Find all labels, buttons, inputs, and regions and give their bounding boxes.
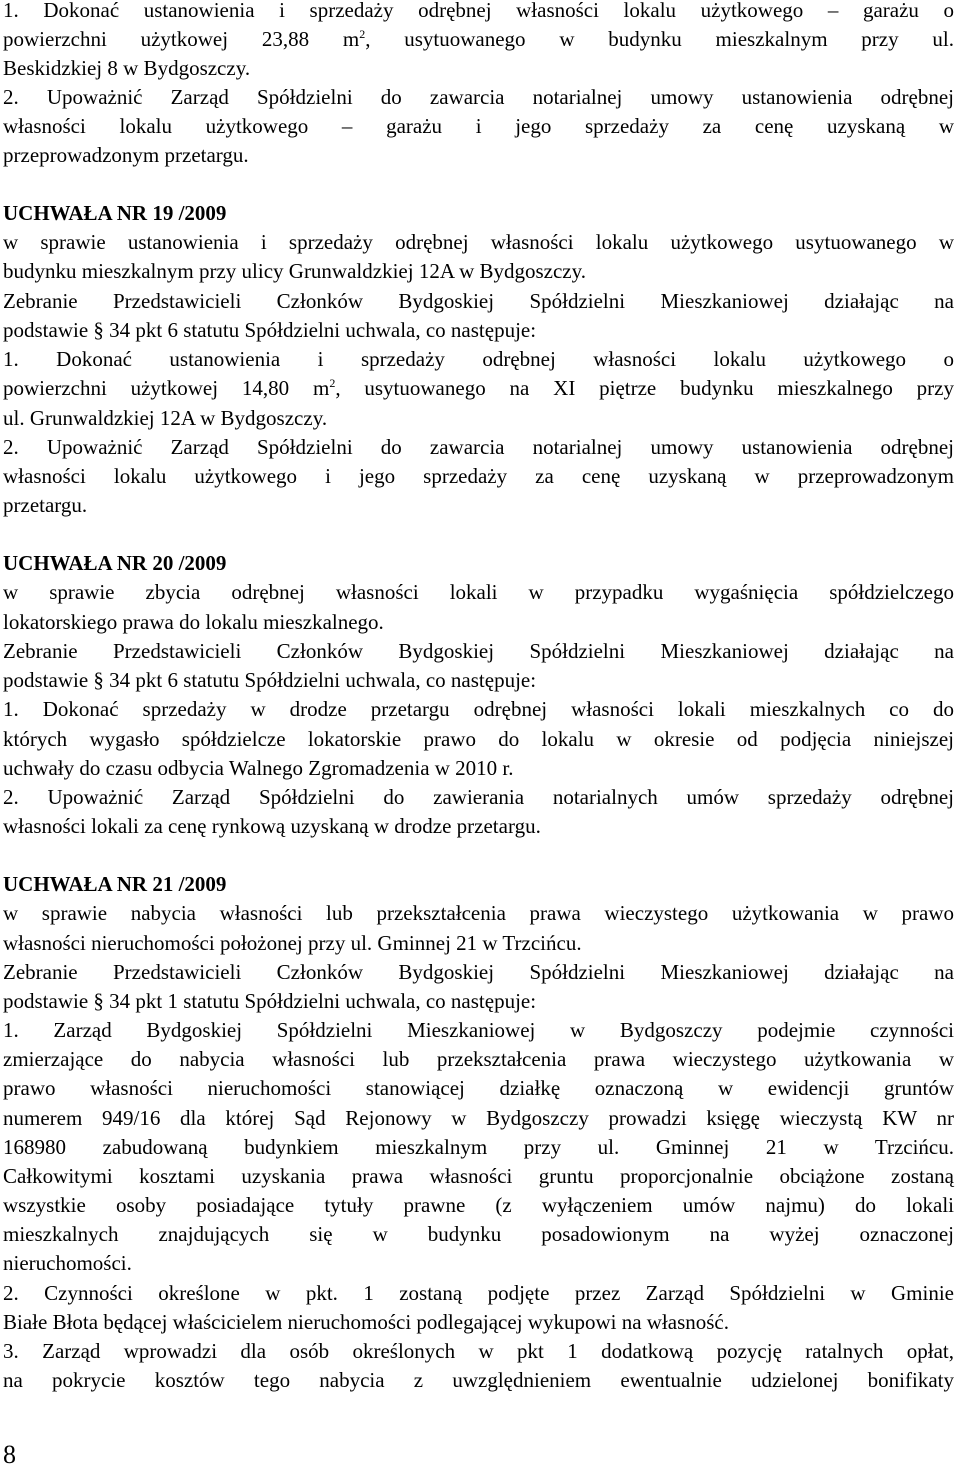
line-text: w sprawie nabycia własności lub przekształcenia prawa wieczystego użytkowania w prawo bbox=[3, 901, 954, 925]
line-text: przetargu. bbox=[3, 493, 88, 517]
line-text: własności lokali za cenę rynkową uzyskaną w drodze przetargu. bbox=[3, 814, 541, 838]
line-text: 3. Zarząd wprowadzi dla osób określonych w pkt 1 dodatkową pozycję ratalnych opłat, bbox=[3, 1339, 954, 1363]
line-text: Zebranie Przedstawicieli Członków Bydgoskiej Spółdzielni Mieszkaniowej działając na bbox=[3, 639, 954, 663]
line-text: budynku mieszkalnym przy ulicy Grunwaldzkiej 12A w Bydgoszczy. bbox=[3, 259, 587, 283]
superscript: 2 bbox=[329, 376, 336, 390]
line-text: uchwały do czasu odbycia Walnego Zgromadzenia w 2010 r. bbox=[3, 756, 514, 780]
superscript: 2 bbox=[359, 27, 366, 41]
line-text: wszystkie osoby posiadające tytuły prawne (z wyłączeniem umów najmu) do lokali bbox=[3, 1193, 954, 1217]
line-text: numerem 949/16 dla której Sąd Rejonowy w Bydgoszczy prowadzi księgę wieczystą KW nr bbox=[3, 1106, 954, 1130]
text-line bbox=[3, 25, 954, 54]
text-line bbox=[3, 404, 954, 433]
line-text: 1. Dokonać ustanowienia i sprzedaży odrębnej własności lokalu użytkowego – garażu o bbox=[3, 0, 954, 22]
line-text: własności nieruchomości położonej przy ul. Gminnej 21 w Trzcińcu. bbox=[3, 931, 582, 955]
line-text: UCHWAŁA NR 20 /2009 bbox=[3, 551, 227, 575]
line-text: Zebranie Przedstawicieli Członków Bydgoskiej Spółdzielni Mieszkaniowej działając na bbox=[3, 960, 954, 984]
text-line bbox=[3, 1191, 954, 1220]
line-text: Zebranie Przedstawicieli Członków Bydgoskiej Spółdzielni Mieszkaniowej działając na bbox=[3, 289, 954, 313]
text-line bbox=[3, 1337, 954, 1366]
text-line bbox=[3, 316, 954, 345]
line-text: 2. Czynności określone w pkt. 1 zostaną podjęte przez Zarząd Spółdzielni w Gminie bbox=[3, 1281, 954, 1305]
line-text: Całkowitymi kosztami uzyskania prawa własności gruntu proporcjonalnie obciążone zostaną bbox=[3, 1164, 954, 1188]
text-line bbox=[3, 462, 954, 491]
resolution-heading bbox=[3, 870, 954, 899]
text-line bbox=[3, 141, 954, 170]
text-line bbox=[3, 987, 954, 1016]
text-line bbox=[3, 257, 954, 286]
text-line bbox=[3, 1249, 954, 1278]
resolution-heading bbox=[3, 199, 954, 228]
line-text-continued: , usytuowanego w budynku mieszkalnym przy ul. bbox=[365, 27, 954, 51]
line-text: podstawie § 34 pkt 6 statutu Spółdzielni uchwala, co następuje: bbox=[3, 318, 537, 342]
line-text: lokatorskiego prawa do lokalu mieszkalnego. bbox=[3, 610, 384, 634]
text-line bbox=[3, 1074, 954, 1103]
text-line bbox=[3, 345, 954, 374]
text-line bbox=[3, 666, 954, 695]
line-text: 2. Upoważnić Zarząd Spółdzielni do zawarcia notarialnej umowy ustanowienia odrębnej bbox=[3, 85, 954, 109]
text-line bbox=[3, 83, 954, 112]
line-text: UCHWAŁA NR 21 /2009 bbox=[3, 872, 227, 896]
text-line bbox=[3, 783, 954, 812]
line-text: których wygasło spółdzielcze lokatorskie prawo do lokalu w okresie od podjęcia niniejszej bbox=[3, 727, 954, 751]
text-line bbox=[3, 433, 954, 462]
text-line bbox=[3, 1308, 954, 1337]
line-text: 1. Zarząd Bydgoskiej Spółdzielni Mieszkaniowej w Bydgoszczy podejmie czynności bbox=[3, 1018, 954, 1042]
line-text: 1. Dokonać ustanowienia i sprzedaży odrębnej własności lokalu użytkowego o bbox=[3, 347, 954, 371]
line-text: zmierzające do nabycia własności lub przekształcenia prawa wieczystego użytkowania w bbox=[3, 1047, 954, 1071]
line-text: 2. Upoważnić Zarząd Spółdzielni do zawierania notarialnych umów sprzedaży odrębnej bbox=[3, 785, 954, 809]
text-line bbox=[3, 725, 954, 754]
text-line bbox=[3, 1220, 954, 1249]
line-text: Białe Błota będącej właścicielem nieruchomości podlegającej wykupowi na własność. bbox=[3, 1310, 730, 1334]
line-text: Beskidzkiej 8 w Bydgoszczy. bbox=[3, 56, 251, 80]
line-text: przeprowadzonym przetargu. bbox=[3, 143, 249, 167]
text-line bbox=[3, 812, 954, 841]
text-line bbox=[3, 1133, 954, 1162]
line-text-continued: , usytuowanego na XI piętrze budynku mieszkalnego przy bbox=[335, 376, 954, 400]
resolution-heading bbox=[3, 549, 954, 578]
text-line bbox=[3, 287, 954, 316]
text-line bbox=[3, 958, 954, 987]
text-line bbox=[3, 1279, 954, 1308]
line-text: nieruchomości. bbox=[3, 1251, 132, 1275]
line-text: w sprawie zbycia odrębnej własności lokali w przypadku wygaśnięcia spółdzielczego bbox=[3, 580, 954, 604]
text-line bbox=[3, 929, 954, 958]
text-line bbox=[3, 1045, 954, 1074]
text-line bbox=[3, 228, 954, 257]
text-line bbox=[3, 695, 954, 724]
text-line bbox=[3, 1366, 954, 1395]
line-text: 168980 zabudowaną budynkiem mieszkalnym przy ul. Gminnej 21 w Trzcińcu. bbox=[3, 1135, 954, 1159]
text-line bbox=[3, 374, 954, 403]
line-text: ul. Grunwaldzkiej 12A w Bydgoszczy. bbox=[3, 406, 328, 430]
text-line bbox=[3, 1016, 954, 1045]
line-text: własności lokalu użytkowego i jego sprzedaży za cenę uzyskaną w przeprowadzonym bbox=[3, 464, 954, 488]
line-text: w sprawie ustanowienia i sprzedaży odrębnej własności lokalu użytkowego usytuowanego w bbox=[3, 230, 954, 254]
line-text: podstawie § 34 pkt 1 statutu Spółdzielni uchwala, co następuje: bbox=[3, 989, 537, 1013]
line-text: podstawie § 34 pkt 6 statutu Spółdzielni uchwala, co następuje: bbox=[3, 668, 537, 692]
text-line bbox=[3, 637, 954, 666]
text-line bbox=[3, 0, 954, 25]
text-line bbox=[3, 491, 954, 520]
text-line bbox=[3, 899, 954, 928]
line-text: powierzchni użytkowej 23,88 m bbox=[3, 27, 360, 51]
line-text: UCHWAŁA NR 19 /2009 bbox=[3, 201, 227, 225]
line-text: własności lokalu użytkowego – garażu i jego sprzedaży za cenę uzyskaną w bbox=[3, 114, 954, 138]
line-text: powierzchni użytkowej 14,80 m bbox=[3, 376, 330, 400]
text-line bbox=[3, 608, 954, 637]
text-line bbox=[3, 754, 954, 783]
line-text: na pokrycie kosztów tego nabycia z uwzględnieniem ewentualnie udzielonej bonifikaty bbox=[3, 1368, 954, 1392]
text-line bbox=[3, 578, 954, 607]
page-number: 8 bbox=[3, 1440, 16, 1469]
line-text: 1. Dokonać sprzedaży w drodze przetargu odrębnej własności lokali mieszkalnych co do bbox=[3, 697, 954, 721]
text-line bbox=[3, 1162, 954, 1191]
text-line bbox=[3, 112, 954, 141]
line-text: prawo własności nieruchomości stanowiącej działkę oznaczoną w ewidencji gruntów bbox=[3, 1076, 954, 1100]
line-text: mieszkalnych znajdujących się w budynku posadowionym na wyżej oznaczonej bbox=[3, 1222, 954, 1246]
line-text: 2. Upoważnić Zarząd Spółdzielni do zawarcia notarialnej umowy ustanowienia odrębnej bbox=[3, 435, 954, 459]
text-line bbox=[3, 54, 954, 83]
text-line bbox=[3, 1104, 954, 1133]
